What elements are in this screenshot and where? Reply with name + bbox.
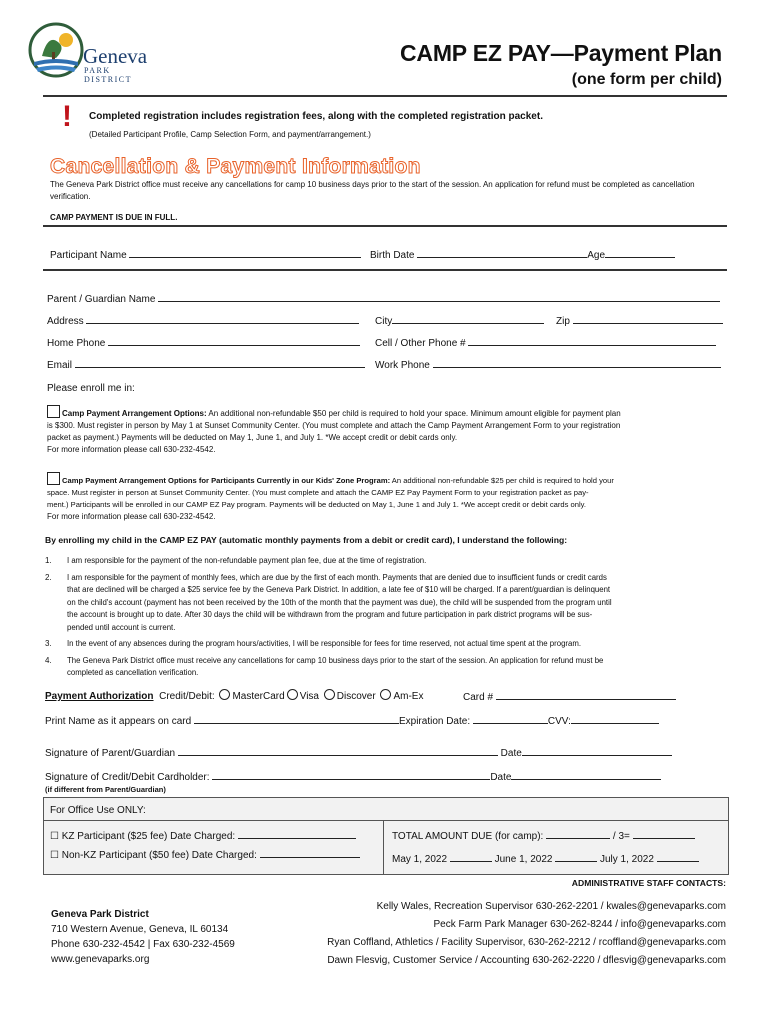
work-phone-field[interactable] xyxy=(433,357,721,368)
total-due-field[interactable] xyxy=(546,828,610,839)
footer-phone: Phone 630-232-4542 | Fax 630-232-4569 xyxy=(51,939,235,950)
work-phone-label: Work Phone xyxy=(375,360,430,371)
card-number-label: Card # xyxy=(463,692,494,703)
kz-charge-field[interactable] xyxy=(238,828,356,839)
visa-label: Visa xyxy=(299,691,319,702)
july-field[interactable] xyxy=(657,851,699,862)
participant-name-label: Participant Name xyxy=(50,250,127,261)
contact-line: Peck Farm Park Manager 630-262-8244 / info@genevaparks.com xyxy=(433,919,726,930)
terms-item-line: I am responsible for the payment of monthly fees, which are due by the first of each month. Payments that are denied due to insufficient funds or credit cards xyxy=(67,572,607,582)
june-field[interactable] xyxy=(555,851,597,862)
notice-detail: (Detailed Participant Profile, Camp Selection Form, and payment/arrangement.) xyxy=(89,130,371,139)
option-kidszone-text-1: An additional non-refundable $25 per child is required to hold your xyxy=(390,476,614,485)
expiration-label: Expiration Date: xyxy=(398,716,471,727)
terms-item-line: I am responsible for the payment of the non-refundable payment plan fee, due at the time of registration. xyxy=(67,556,427,565)
email-field[interactable] xyxy=(75,357,365,368)
option-kidszone xyxy=(47,472,737,523)
zip-label: Zip xyxy=(556,316,570,327)
contacts-list xyxy=(327,898,726,970)
amex-radio[interactable] xyxy=(380,689,391,700)
option-kidszone-title: Camp Payment Arrangement Options for Participants Currently in our Kids' Zone Program: xyxy=(62,476,391,485)
age-label: Age xyxy=(587,250,606,261)
office-charges xyxy=(44,820,383,874)
cardholder-date-field[interactable] xyxy=(511,769,661,780)
discover-label: Discover xyxy=(336,691,376,702)
brand-name: Geneva xyxy=(83,44,148,68)
mastercard-label: MasterCard xyxy=(232,691,285,702)
may-label: May 1, 2022 xyxy=(392,854,448,865)
option-kidszone-text-4: For more information please call 630-232-4542. xyxy=(47,512,216,521)
contacts-heading: ADMINISTRATIVE STAFF CONTACTS: xyxy=(571,878,726,888)
cardholder-note: (if different from Parent/Guardian) xyxy=(45,785,166,794)
cardholder-date-label: Date xyxy=(490,772,512,783)
amex-label: Am-Ex xyxy=(393,691,424,702)
terms-item-line: The Geneva Park District office must receive any cancellations for camp 10 business days prior to the start of the session. An application for refund must be xyxy=(67,655,604,665)
terms-item-line: on the child's account (payment has not been received by the 10th of the month that the payment was due), the child will be suspended from the program until xyxy=(67,597,612,607)
june-label: June 1, 2022 xyxy=(494,854,553,865)
option-standard-text-4: For more information please call 630-232-4542. xyxy=(47,445,216,454)
july-label: July 1, 2022 xyxy=(600,854,654,865)
kz-charge-label: ☐ KZ Participant ($25 fee) Date Charged: xyxy=(50,831,236,842)
option-standard-text-2: is $300. Must register in person by May 1 at Sunset Community Center. (You must complete and attach the Camp Payment Arrangement Form to your registration xyxy=(47,421,621,430)
enroll-label: Please enroll me in: xyxy=(47,383,135,394)
section-heading: Cancellation & Payment Information xyxy=(50,155,421,178)
footer-org xyxy=(51,907,235,967)
birth-date-label: Birth Date xyxy=(370,250,415,261)
expiration-field[interactable] xyxy=(473,713,548,724)
option-kidszone-checkbox[interactable] xyxy=(47,472,60,485)
print-name-field[interactable] xyxy=(194,713,399,724)
option-kidszone-text-3: ment.) Participants will be enrolled in our CAMP EZ Pay program. Payments will be deducted on May 1, June 1 and July 1. *We accept credit or debit cards only. xyxy=(47,500,586,509)
brand-subtitle: PARK DISTRICT xyxy=(84,66,132,84)
divide-label: / 3= xyxy=(612,831,630,842)
age-field[interactable] xyxy=(605,247,675,258)
terms-list xyxy=(45,555,735,684)
terms-item-line: pended until account is current. xyxy=(67,622,176,632)
birth-date-field[interactable] xyxy=(417,247,587,258)
nonkz-charge-field[interactable] xyxy=(260,847,360,858)
section-rule xyxy=(43,225,727,227)
contact-line: Ryan Coffland, Athletics / Facility Supervisor, 630-262-2212 / rcoffland@genevaparks.com xyxy=(327,937,726,948)
form-title: CAMP EZ PAY—Payment Plan xyxy=(400,40,722,66)
total-due-label: TOTAL AMOUNT DUE (for camp): xyxy=(392,831,544,842)
cardholder-signature-label: Signature of Credit/Debit Cardholder: xyxy=(45,772,210,783)
footer-website[interactable]: www.genevaparks.org xyxy=(51,954,150,965)
option-standard-title: Camp Payment Arrangement Options: xyxy=(62,409,207,418)
logo-tree-emblem-icon xyxy=(28,22,84,78)
parent-name-label: Parent / Guardian Name xyxy=(47,294,156,305)
participant-name-field[interactable] xyxy=(129,247,361,258)
may-field[interactable] xyxy=(450,851,492,862)
park-district-logo xyxy=(28,22,158,84)
exclamation-icon: ! xyxy=(62,100,72,133)
cvv-field[interactable] xyxy=(571,713,659,724)
parent-date-field[interactable] xyxy=(522,745,672,756)
card-type-label: Credit/Debit: xyxy=(159,691,215,702)
option-standard xyxy=(47,405,737,456)
parent-signature-label: Signature of Parent/Guardian xyxy=(45,748,176,759)
option-standard-text-3: packet as payment.) Payments will be deducted on May 1, June 1, and July 1. *We accept credit or debit cards only. xyxy=(47,433,458,442)
home-phone-field[interactable] xyxy=(108,335,360,346)
terms-item-number: 3. xyxy=(45,639,52,648)
office-totals xyxy=(383,820,729,874)
discover-radio[interactable] xyxy=(324,689,335,700)
header-rule xyxy=(43,95,727,97)
option-standard-text-1: An additional non-refundable $50 per child is required to hold your space. Minimum amount eligible for payment plan xyxy=(206,409,621,418)
terms-item xyxy=(45,555,735,568)
terms-item-number: 2. xyxy=(45,572,52,582)
footer-org-name: Geneva Park District xyxy=(51,909,149,920)
terms-item-line: the account is brought up to date. After 30 days the child will be withdrawn from the program and future participation in park district programs will be sus- xyxy=(67,610,593,619)
option-standard-checkbox[interactable] xyxy=(47,405,60,418)
terms-item-number: 1. xyxy=(45,556,52,565)
zip-field[interactable] xyxy=(573,313,723,324)
payment-due-note: CAMP PAYMENT IS DUE IN FULL. xyxy=(50,213,178,222)
mastercard-radio[interactable] xyxy=(219,689,230,700)
office-use-box xyxy=(43,797,729,875)
parent-name-field[interactable] xyxy=(158,291,720,302)
section-text: The Geneva Park District office must receive any cancellations for camp 10 business days prior to the start of the session. An application for refund must be completed as cancellation verification. xyxy=(50,180,695,201)
participant-rule xyxy=(43,269,727,271)
contact-line: Kelly Wales, Recreation Supervisor 630-262-2201 / kwales@genevaparks.com xyxy=(376,901,726,912)
notice-bold: Completed registration includes registration fees, along with the completed registration packet. xyxy=(89,111,543,122)
parent-signature-field[interactable] xyxy=(178,745,498,756)
nonkz-charge-label: ☐ Non-KZ Participant ($50 fee) Date Charged: xyxy=(50,850,257,861)
address-label: Address xyxy=(47,316,84,327)
print-name-label: Print Name as it appears on card xyxy=(45,716,192,727)
city-field[interactable] xyxy=(392,313,544,324)
terms-item-number: 4. xyxy=(45,655,52,665)
terms-item xyxy=(45,655,735,680)
option-kidszone-text-2: space. Must register in person at Sunset Community Center. (You must complete and attach the CAMP EZ Pay Payment Form to your registration packet as pay- xyxy=(47,488,589,497)
contact-line: Dawn Flesvig, Customer Service / Accounting 630-262-2220 / dflesvig@genevaparks.com xyxy=(327,955,726,966)
payment-heading: Payment Authorization xyxy=(45,691,154,702)
form-subtitle: (one form per child) xyxy=(571,71,722,88)
email-label: Email xyxy=(47,360,73,371)
city-label: City xyxy=(375,316,393,327)
footer-address: 710 Western Avenue, Geneva, IL 60134 xyxy=(51,924,229,935)
terms-item-line: In the event of any absences during the program hours/activities, I will be responsible for fees for time reserved, not actual time spent at the program. xyxy=(67,639,581,648)
terms-item xyxy=(45,638,735,651)
address-field[interactable] xyxy=(86,313,359,324)
card-number-field[interactable] xyxy=(496,689,676,700)
visa-radio[interactable] xyxy=(287,689,298,700)
terms-item xyxy=(45,572,735,635)
cell-phone-field[interactable] xyxy=(468,335,716,346)
terms-heading: By enrolling my child in the CAMP EZ PAY (automatic monthly payments from a debit or credit card), I understand the following: xyxy=(45,535,568,545)
home-phone-label: Home Phone xyxy=(47,338,106,349)
parent-date-label: Date xyxy=(500,748,522,759)
cvv-label: CVV: xyxy=(547,716,571,727)
terms-item-line: completed as cancellation verification. xyxy=(67,668,199,677)
installment-field[interactable] xyxy=(633,828,695,839)
office-use-heading: For Office Use ONLY: xyxy=(50,805,146,816)
cardholder-signature-field[interactable] xyxy=(212,769,490,780)
cell-phone-label: Cell / Other Phone # xyxy=(375,338,466,349)
terms-item-line: that are declined will be charged a $25 service fee by the Geneva Park District. In addition, a late fee of $10 will be charged. If a parent/guardian is delinquent xyxy=(67,585,611,594)
